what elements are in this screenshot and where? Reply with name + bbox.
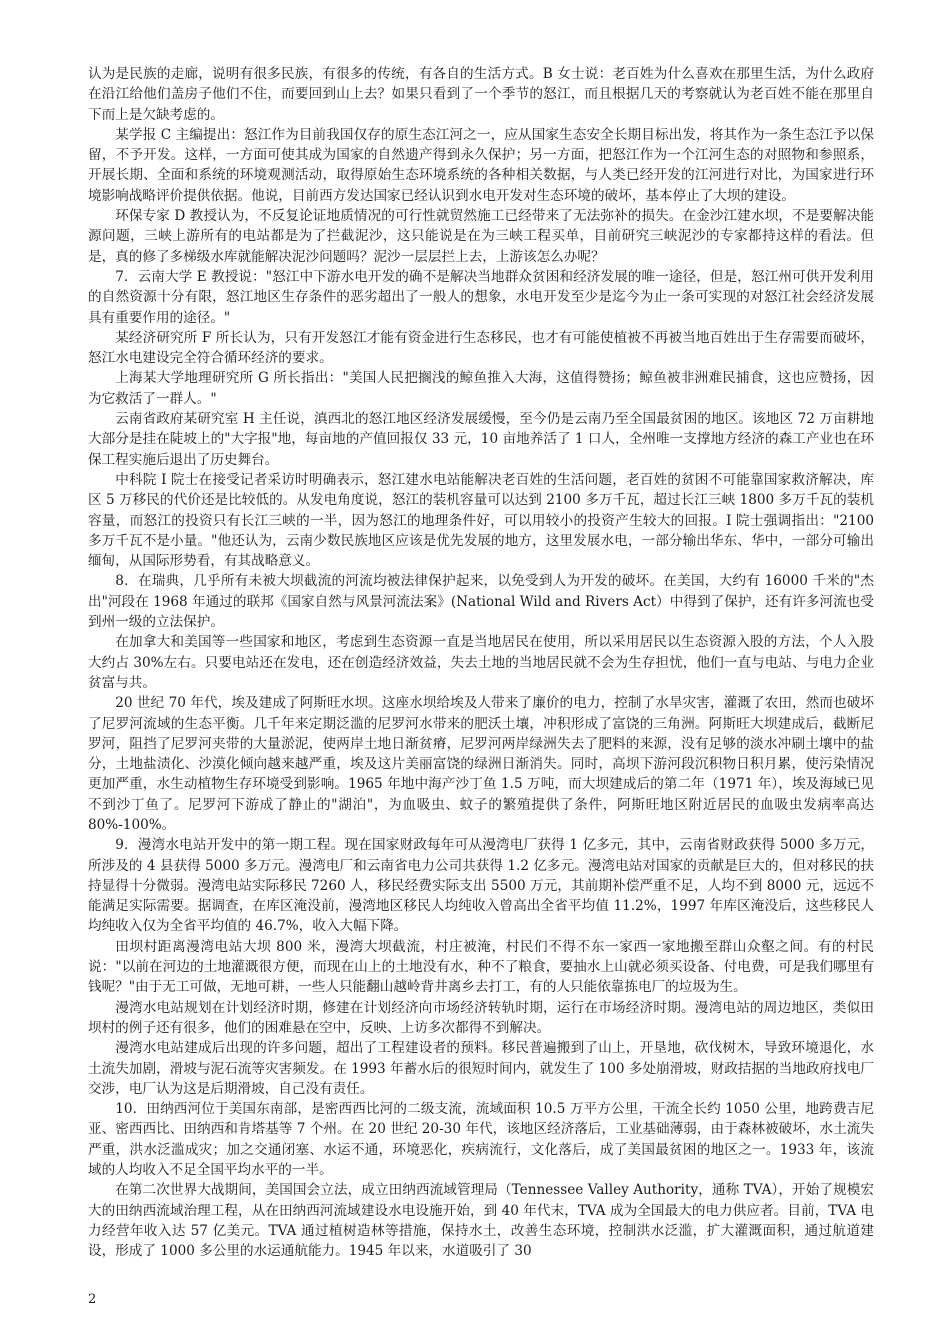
paragraph-aswan-dam: 20 世纪 70 年代，埃及建成了阿斯旺水坝。这座水坝给埃及人带来了廉价的电力，控制了水旱灾害，灌溉了农田，然而也破坏了尼罗河流域的生态平衡。几千年来定期泛滥的尼罗河水带来的肥沃土壤，冲积形成了富饶的三角洲。阿斯旺大坝建成后，截断尼罗河，阻挡了尼罗河夹带的大量淤泥，使两岸土地日渐贫瘠，尼罗河两岸绿洲失去了肥料的来源，没有足够的淡水冲刷土壤中的盐分，土地盐渍化、沙漠化倾向越来越严重，埃及这片美丽富饶的绿洲日渐消失。同时，高坝下游河段沉积物日积月累，使污染情况更加严重，水生动植物生存环境受到影响。1965 年地中海产沙丁鱼 1.5 万吨，而大坝建成后的第二年（1971 年），埃及海域已见不到沙丁鱼了。尼罗河下游成了静止的"湖泊"，为血吸虫、蚊子的繁殖提供了条件，阿斯旺地区附近居民的血吸虫发病率高达 80%-100%。 xyxy=(88,695,874,833)
paragraph-item-10: 10．田纳西河位于美国东南部，是密西西比河的二级支流，流域面积 10.5 万平方公里，干流全长约 1050 公里，地跨费吉尼亚、密西西比、田纳西和肯塔基等 7 个州。在 20 世纪 20-30 年代，该地区经济落后，工业基础薄弱，由于森林被破坏，水土流失严重，洪水泛滥成灾；加之交通闭塞、水运不通，环境恶化，疾病流行，文化落后，成了美国最贫困的地区之一。1933 年，该流域的人均收入不足全国平均水平的一半。 xyxy=(88,1101,874,1179)
paragraph-g-director: 上海某大学地理研究所 G 所长指出："美国人民把搁浅的鲸鱼推入大海，这值得赞扬；鲸鱼被非洲难民捕食，这也应赞扬，因为它救活了一群人。" xyxy=(88,370,874,407)
paragraph-f-director: 某经济研究所 F 所长认为，只有开发怒江才能有资金进行生态移民，也才有可能使植被不再被当地百姓出于生存需要而破坏，怒江水电建设完全符合循环经济的要求。 xyxy=(88,329,874,367)
paragraph-c-editor: 某学报 C 主编提出：怒江作为目前我国仅存的原生态江河之一，应从国家生态安全长期目标出发，将其作为一条生态江予以保留，不予开发。这样，一方面可使其成为国家的自然遗产得到永久保护；另一方面，把怒江作为一个江河生态的对照物和参照系，开展长期、全面和系统的环境观测活动，取得原始生态环境系统的各种相关数据，与人类已经开发的江河进行对比，为国家进行环境影响战略评价提供依据。他说，目前西方发达国家已经认识到水电开发对生态环境的破坏，基本停止了大坝的建设。 xyxy=(88,126,874,204)
paragraph-canada-usa: 在加拿大和美国等一些国家和地区，考虑到生态资源一直是当地居民在使用，所以采用居民以生态资源入股的方法，个人入股大约占 30%左右。只要电站还在发电，还在创造经济效益，失去土地的当地居民就不会为生存担忧，他们一直与电站、与电力企业贫富与共。 xyxy=(88,634,874,691)
page-number: 2 xyxy=(88,1292,97,1307)
paragraph-h-director: 云南省政府某研究室 H 主任说，滇西北的怒江地区经济发展缓慢，至今仍是云南乃至全国最贫困的地区。该地区 72 万亩耕地大部分是挂在陡坡上的"大字报"地，每亩地的产值回报仅 33 元，10 亩地养活了 1 口人，全州唯一支撑地方经济的森工产业也在环保工程实施后退出了历史舞台。 xyxy=(88,411,874,468)
paragraph-i-academician: 中科院 I 院士在接受记者采访时明确表示，怒江建水电站能解决老百姓的生活问题，老百姓的贫困不可能靠国家救济解决，库区 5 万移民的代价还是比较低的。从发电角度说，怒江的装机容量可以达到 2100 多万千瓦，超过长江三峡 1800 多万千瓦的装机容量，而怒江的投资只有长江三峡的一半，因为怒江的地理条件好，可以用较小的投资产生较大的回报。I 院士强调指出："2100 多万千瓦不是小量。"他还认为，云南少数民族地区应该是优先发展的地方，这里发展水电，一部分输出华东、华中，一部分可输出缅甸，从国际形势看，有其战略意义。 xyxy=(88,471,874,570)
paragraph-d-professor: 环保专家 D 教授认为，不反复论证地质情况的可行性就贸然施工已经带来了无法弥补的损失。在金沙江建水坝，不是要解决能源问题，三峡上游所有的电站都是为了拦截泥沙，这只能说是在为三峡工程买单，目前研究三峡泥沙的专家都持这样的看法。但是，真的修了多梯级水库就能解决泥沙问题吗？泥沙一层层拦上去，上游该怎么办呢？ xyxy=(88,208,874,265)
paragraph-continued-b-view: 认为是民族的走廊，说明有很多民族，有很多的传统，有各自的生活方式。B 女士说：老百姓为什么喜欢在那里生活，为什么政府在沿江给他们盖房子他们不住，而要回到山上去？如果只看到了一个季节的怒江，而且根据几天的考察就认为老百姓不能在那里自下而上是欠缺考虑的。 xyxy=(88,66,874,123)
paragraph-manwan-planning: 漫湾水电站规划在计划经济时期，修建在计划经济向市场经济转轨时期，运行在市场经济时期。漫湾电站的周边地区，类似田坝村的例子还有很多，他们的困难悬在空中，反映、上访多次都得不到解决。 xyxy=(88,999,874,1036)
paragraph-tianba-village: 田坝村距离漫湾电站大坝 800 米，漫湾大坝截流，村庄被淹，村民们不得不东一家西一家地搬至群山众壑之间。有的村民说："以前在河边的土地灌溉很方便，而现在山上的土地没有水，种不了粮食，要抽水上山就必须买设备、付电费，可是我们哪里有钱呢？"由于无工可做，无地可耕，一些人只能翻山越岭背井离乡去打工，有的人只能依靠拣电厂的垃圾为生。 xyxy=(88,938,874,996)
paragraph-item-9: 9．漫湾水电站开发中的第一期工程。现在国家财政每年可从漫湾电厂获得 1 亿多元，其中，云南省财政获得 5000 多万元，所涉及的 4 县获得 5000 多万元。漫湾电厂和云南省电力公司共获得 1.2 亿多元。漫湾电站对国家的贡献是巨大的，但对移民的扶持显得十分微弱。漫湾电站实际移民 7260 人，移民经费实际支出 5500 万元，其前期补偿严重不足，人均不到 8000 元，远远不能满足实际需要。据调查，在库区淹没前，漫湾地区移民人均纯收入曾高出全省平均值 11.2%，1997 年库区淹没后，这些移民人均纯收入仅为全省平均值的 46.7%，收入大幅下降。 xyxy=(88,837,874,935)
paragraph-item-8: 8．在瑞典，几乎所有未被大坝截流的河流均被法律保护起来，以免受到人为开发的破坏。在美国，大约有 16000 千米的"杰出"河段在 1968 年通过的联邦《国家自然与风景河流法案》(National Wild and Rivers Act）中得到了保护，还有许多河流也受到州一级的立法保护。 xyxy=(88,573,874,631)
paragraph-tva: 在第二次世界大战期间，美国国会立法，成立田纳西流域管理局（Tennessee Valley Authority，通称 TVA），开始了规模宏大的田纳西流域治理工程，从在田纳西河流域建设水电设施开始，到 40 年代末，TVA 成为全国最大的电力供应者。目前，TVA 电力经营年收入达 57 亿美元。TVA 通过植树造林等措施，保持水土，改善生态环境，控制洪水泛滥，扩大灌溉面积，通过航道建设，形成了 1000 多公里的水运通航能力。1945 年以来，水道吸引了 30 xyxy=(88,1182,874,1260)
document-body xyxy=(88,64,874,1262)
paragraph-item-7: 7．云南大学 E 教授说："怒江中下游水电开发的确不是解决当地群众贫困和经济发展的唯一途径，但是，怒江州可供开发利用的自然资源十分有限，怒江地区生存条件的恶劣超出了一般人的想象，水电开发至少是迄今为止一条可实现的对怒江社会经济发展具有重要作用的途径。" xyxy=(88,268,874,326)
paragraph-manwan-problems: 漫湾水电站建成后出现的许多问题，超出了工程建设者的预料。移民普遍搬到了山上，开垦地，砍伐树木，导致环境退化，水土流失加剧，滑坡与泥石流等灾害频发。在 1993 年蓄水后的很短时间内，就发生了 100 多处崩滑坡，财政拮据的当地政府找电厂交涉，电厂认为这是后期滑坡，自己没有责任。 xyxy=(88,1040,874,1097)
